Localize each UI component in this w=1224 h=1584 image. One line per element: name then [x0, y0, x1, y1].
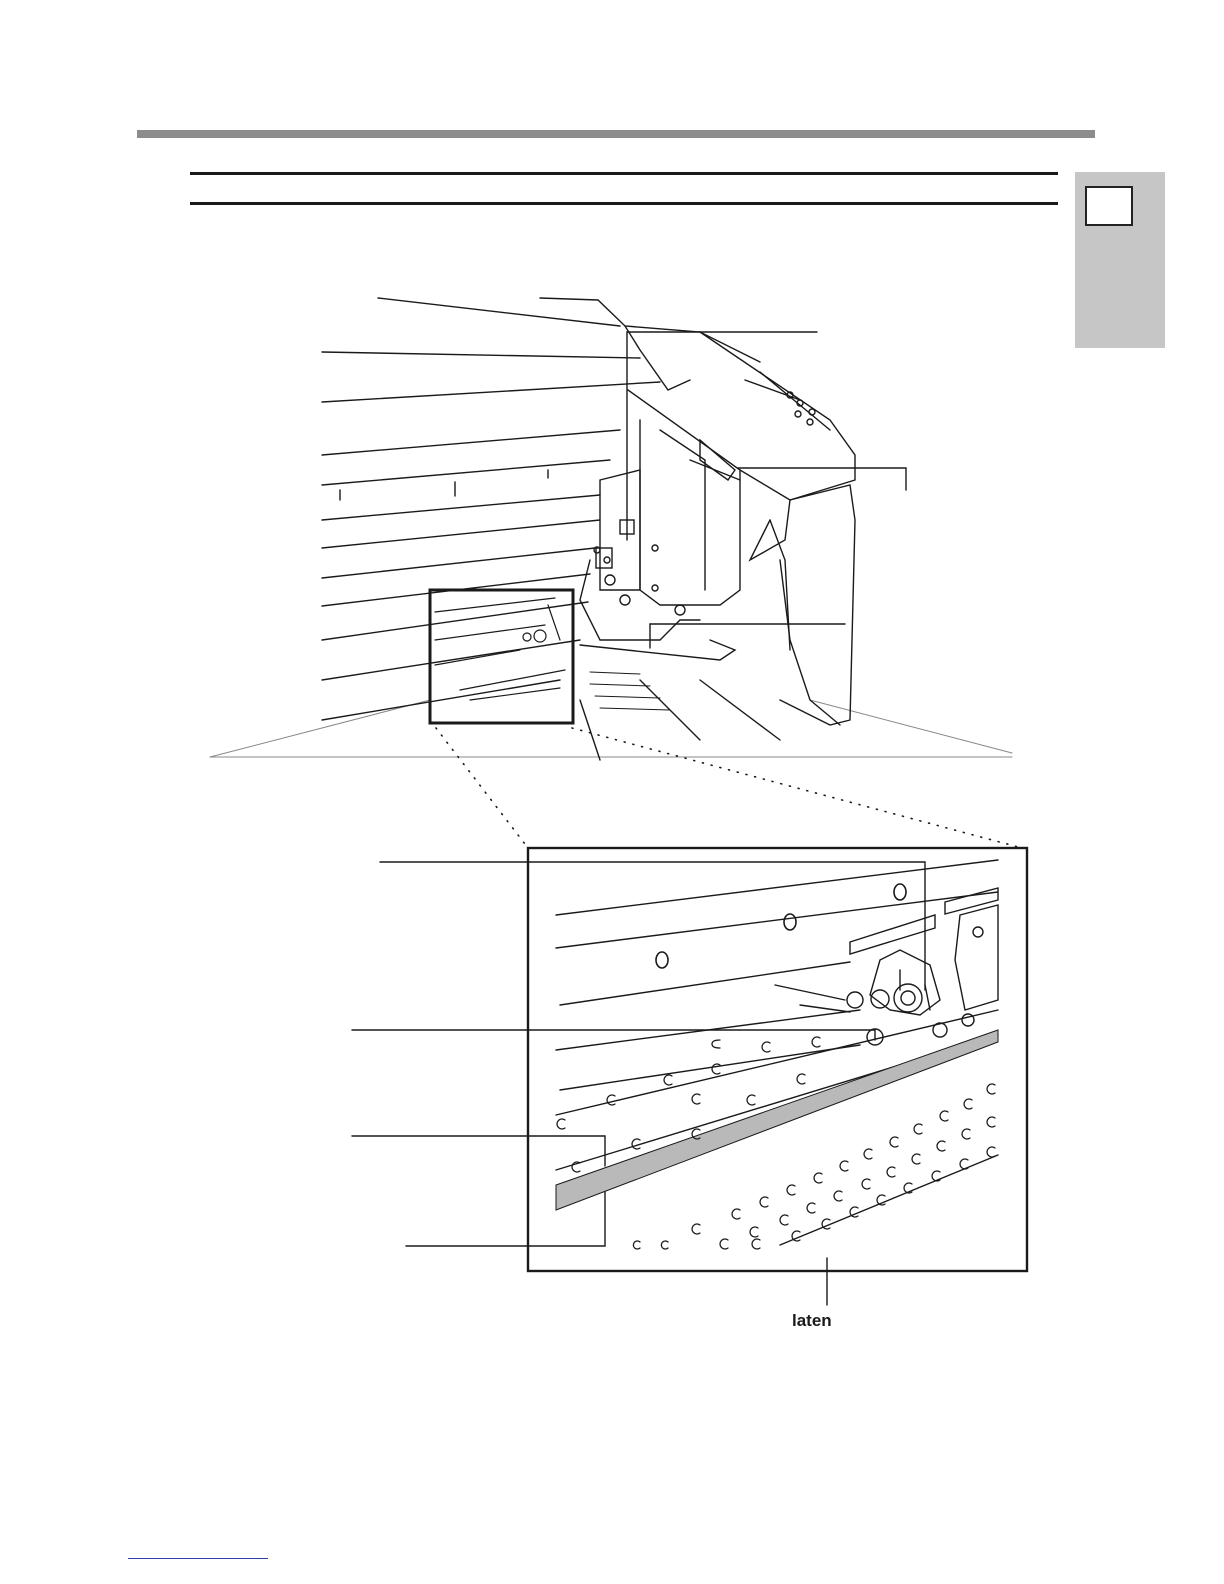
footer-link-underline[interactable] [128, 1558, 268, 1559]
platen-label: laten [792, 1311, 832, 1330]
